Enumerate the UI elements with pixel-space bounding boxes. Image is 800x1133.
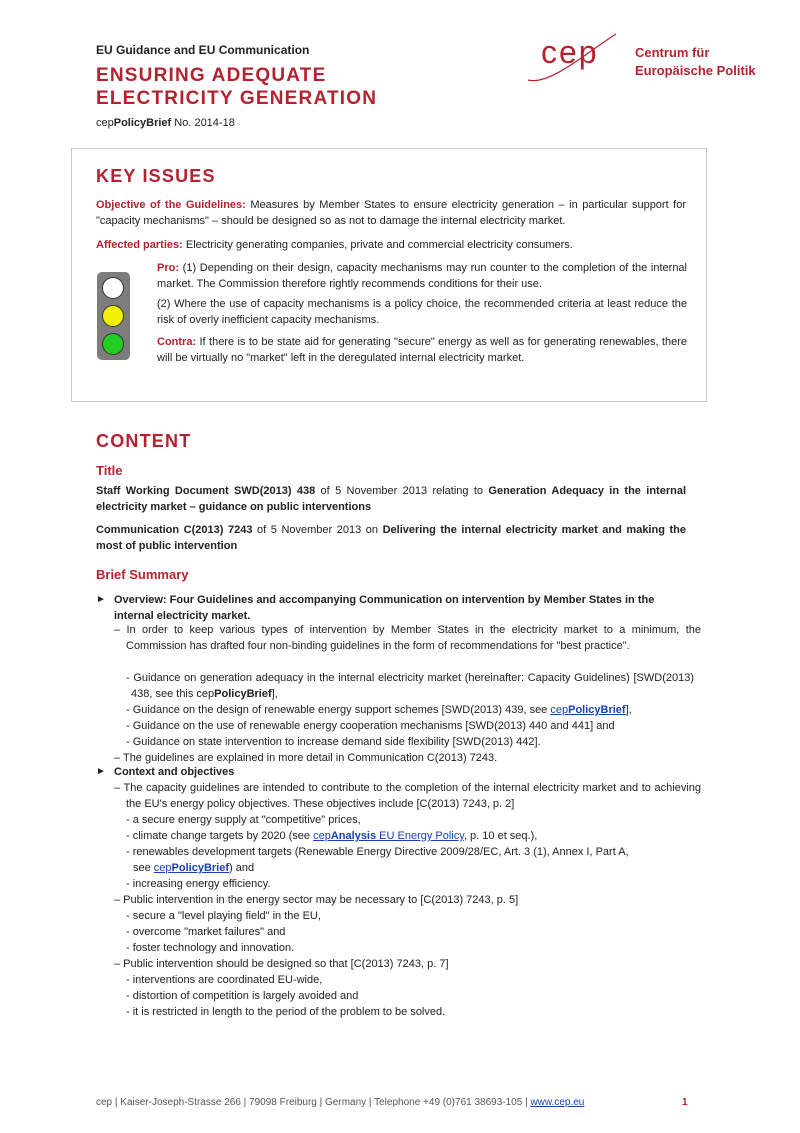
context-sub-5: - secure a "level playing field" in the EU, bbox=[126, 910, 321, 922]
com-bold: Communication C(2013) 7243 bbox=[96, 524, 253, 536]
context-sub-7: - foster technology and innovation. bbox=[126, 942, 295, 954]
content-heading: CONTENT bbox=[96, 431, 192, 451]
brief-prefix: cep bbox=[96, 117, 114, 129]
context-sub-4: - increasing energy efficiency. bbox=[126, 878, 271, 890]
overview-sub-4: - Guidance on state intervention to increase demand side flexibility [SWD(2013) 442]. bbox=[126, 736, 541, 748]
overview-dash-1: – In order to keep various types of intervention by Member States in the electricity market to a minimum, the Commission has drafted four non-binding guidelines in the form of recommendations for "best practice". bbox=[114, 624, 701, 652]
context-sub-8: - interventions are coordinated EU-wide, bbox=[126, 974, 323, 986]
swd-bold-2: Generation Adequacy in the internal electricity market – guidance on public interventions bbox=[96, 485, 687, 513]
brief-summary-subheading: Brief Summary bbox=[96, 567, 189, 582]
overview-sub-3: - Guidance on the use of renewable energy cooperation mechanisms [SWD(2013) 440 and 441] and bbox=[126, 720, 615, 732]
affected-parties-paragraph bbox=[96, 237, 686, 253]
policy-brief-number bbox=[96, 117, 235, 129]
context-sub-6: - overcome "market failures" and bbox=[126, 926, 286, 938]
context-sub-3-line-2 bbox=[133, 860, 254, 876]
policy-brief-link-2[interactable] bbox=[154, 862, 229, 874]
policy-brief-link[interactable] bbox=[550, 704, 625, 716]
link-part-b: PolicyBrief bbox=[568, 704, 626, 716]
pro-text-1: (1) Depending on their design, capacity mechanisms may run counter to the completion of the internal market. The Commission therefore rightly recommends conditions for their use. bbox=[157, 262, 687, 290]
organization-name bbox=[635, 44, 756, 80]
objective-text: Measures by Member States to ensure electricity generation – in particular support for "capacity mechanisms" – should be designed so as not to damage the internal electricity market. bbox=[96, 199, 686, 227]
communication-title-paragraph bbox=[96, 522, 686, 554]
overview-sub-1-post: ], bbox=[271, 688, 278, 700]
pro-label: Pro: bbox=[157, 262, 179, 274]
bullet-arrow-icon: ► bbox=[96, 766, 106, 777]
cep-logo: cep bbox=[541, 34, 599, 70]
org-line-1: Centrum für bbox=[635, 45, 710, 60]
swd-title-paragraph bbox=[96, 483, 686, 515]
com-bold-2: Delivering the internal electricity market and making the most of public intervention bbox=[96, 524, 686, 552]
context-dash-1: – The capacity guidelines are intended to contribute to the completion of the internal electricity market and to achieving the EU's energy policy objectives. These objectives include [C(2013) 7243, p. 2] bbox=[114, 782, 701, 810]
objective-label: Objective of the Guidelines: bbox=[96, 199, 246, 211]
objective-paragraph bbox=[96, 197, 686, 229]
link-part-b: Analysis bbox=[330, 830, 377, 842]
affected-label: Affected parties: bbox=[96, 239, 183, 251]
white-lamp-icon bbox=[102, 277, 124, 299]
context-sub-1: - a secure energy supply at "competitive" prices, bbox=[126, 814, 361, 826]
yellow-lamp-icon bbox=[102, 305, 124, 327]
brief-number: No. 2014-18 bbox=[171, 117, 235, 129]
context-sub-3-line-1: - renewables development targets (Renewable Energy Directive 2009/28/EC, Art. 3 (1), Annex I, Part A, bbox=[126, 846, 629, 858]
link-part-b: PolicyBrief bbox=[171, 862, 230, 874]
link-part-a: cep bbox=[550, 704, 569, 716]
org-line-2: Europäische Politik bbox=[635, 63, 756, 78]
footer-text: cep | Kaiser-Joseph-Strasse 266 | 79098 Freiburg | Germany | Telephone +49 (0)761 38693-105 | bbox=[96, 1097, 531, 1108]
pro-paragraph-1 bbox=[157, 260, 687, 292]
document-title bbox=[96, 64, 377, 110]
affected-text: Electricity generating companies, private and commercial electricity consumers. bbox=[182, 239, 573, 251]
overview-sub-2 bbox=[126, 702, 632, 718]
link-part-a: cep bbox=[313, 830, 331, 842]
key-issues-heading: KEY ISSUES bbox=[96, 166, 216, 186]
context-heading: Context and objectives bbox=[114, 766, 235, 778]
green-lamp-icon bbox=[102, 333, 124, 355]
swd-bold: Staff Working Document SWD(2013) 438 bbox=[96, 485, 316, 497]
title-subheading: Title bbox=[96, 463, 123, 478]
overview-sub-1-pre: - Guidance on generation adequacy in the internal electricity market (hereinafter: Capacity Guidelines) [SWD(2013) 438, see this cep bbox=[126, 672, 694, 700]
context-dash-2: – Public intervention in the energy sector may be necessary to [C(2013) 7243, p. 5] bbox=[114, 894, 519, 906]
context-sub-10: - it is restricted in length to the period of the problem to be solved. bbox=[126, 1006, 446, 1018]
title-line-1: ENSURING ADEQUATE bbox=[96, 65, 327, 86]
contra-paragraph bbox=[157, 334, 687, 366]
overview-sub-2-post: ], bbox=[625, 704, 632, 716]
document-category: EU Guidance and EU Communication bbox=[96, 43, 310, 57]
title-line-2: ELECTRICITY GENERATION bbox=[96, 88, 378, 109]
overview-sub-1-bold: PolicyBrief bbox=[214, 688, 272, 700]
swd-mid: of 5 November 2013 relating to bbox=[315, 485, 489, 497]
com-mid: of 5 November 2013 on bbox=[252, 524, 383, 536]
overview-dash-2: – The guidelines are explained in more detail in Communication C(2013) 7243. bbox=[114, 752, 498, 764]
website-link[interactable]: www.cep.eu bbox=[530, 1097, 585, 1108]
context-sub-9: - distortion of competition is largely avoided and bbox=[126, 990, 359, 1002]
contra-label: Contra: bbox=[157, 336, 197, 348]
context-dash-3: – Public intervention should be designed so that [C(2013) 7243, p. 7] bbox=[114, 958, 449, 970]
context-sub-3-pre: see bbox=[133, 862, 154, 874]
context-sub-3-post: ) and bbox=[229, 862, 255, 874]
overview-sub-2-pre: - Guidance on the design of renewable energy support schemes [SWD(2013) 439, see bbox=[126, 704, 551, 716]
overview-sub-1 bbox=[126, 670, 694, 702]
footer-address bbox=[96, 1097, 584, 1108]
pro-paragraph-2: (2) Where the use of capacity mechanisms is a policy choice, the recommended criteria at least reduce the risk of overly inefficient capacity mechanisms. bbox=[157, 298, 687, 326]
bullet-arrow-icon: ► bbox=[96, 594, 106, 605]
contra-text: If there is to be state aid for generating "secure" energy as well as for generating renewables, there will be virtually no "market" left in the deregulated internal electricity market. bbox=[157, 336, 687, 364]
energy-policy-link[interactable] bbox=[313, 830, 464, 842]
page-number: 1 bbox=[682, 1097, 688, 1108]
context-sub-2 bbox=[126, 828, 537, 844]
traffic-light-icon bbox=[97, 272, 130, 360]
link-part-c: EU Energy Policy bbox=[376, 830, 464, 842]
context-sub-2-pre: - climate change targets by 2020 (see bbox=[126, 830, 314, 842]
overview-heading: Overview: Four Guidelines and accompanying Communication on intervention by Member States in the internal electricity market. bbox=[114, 594, 655, 622]
context-sub-2-post: , p. 10 et seq.), bbox=[463, 830, 538, 842]
brief-bold: PolicyBrief bbox=[113, 117, 172, 129]
link-part-a: cep bbox=[153, 862, 172, 874]
